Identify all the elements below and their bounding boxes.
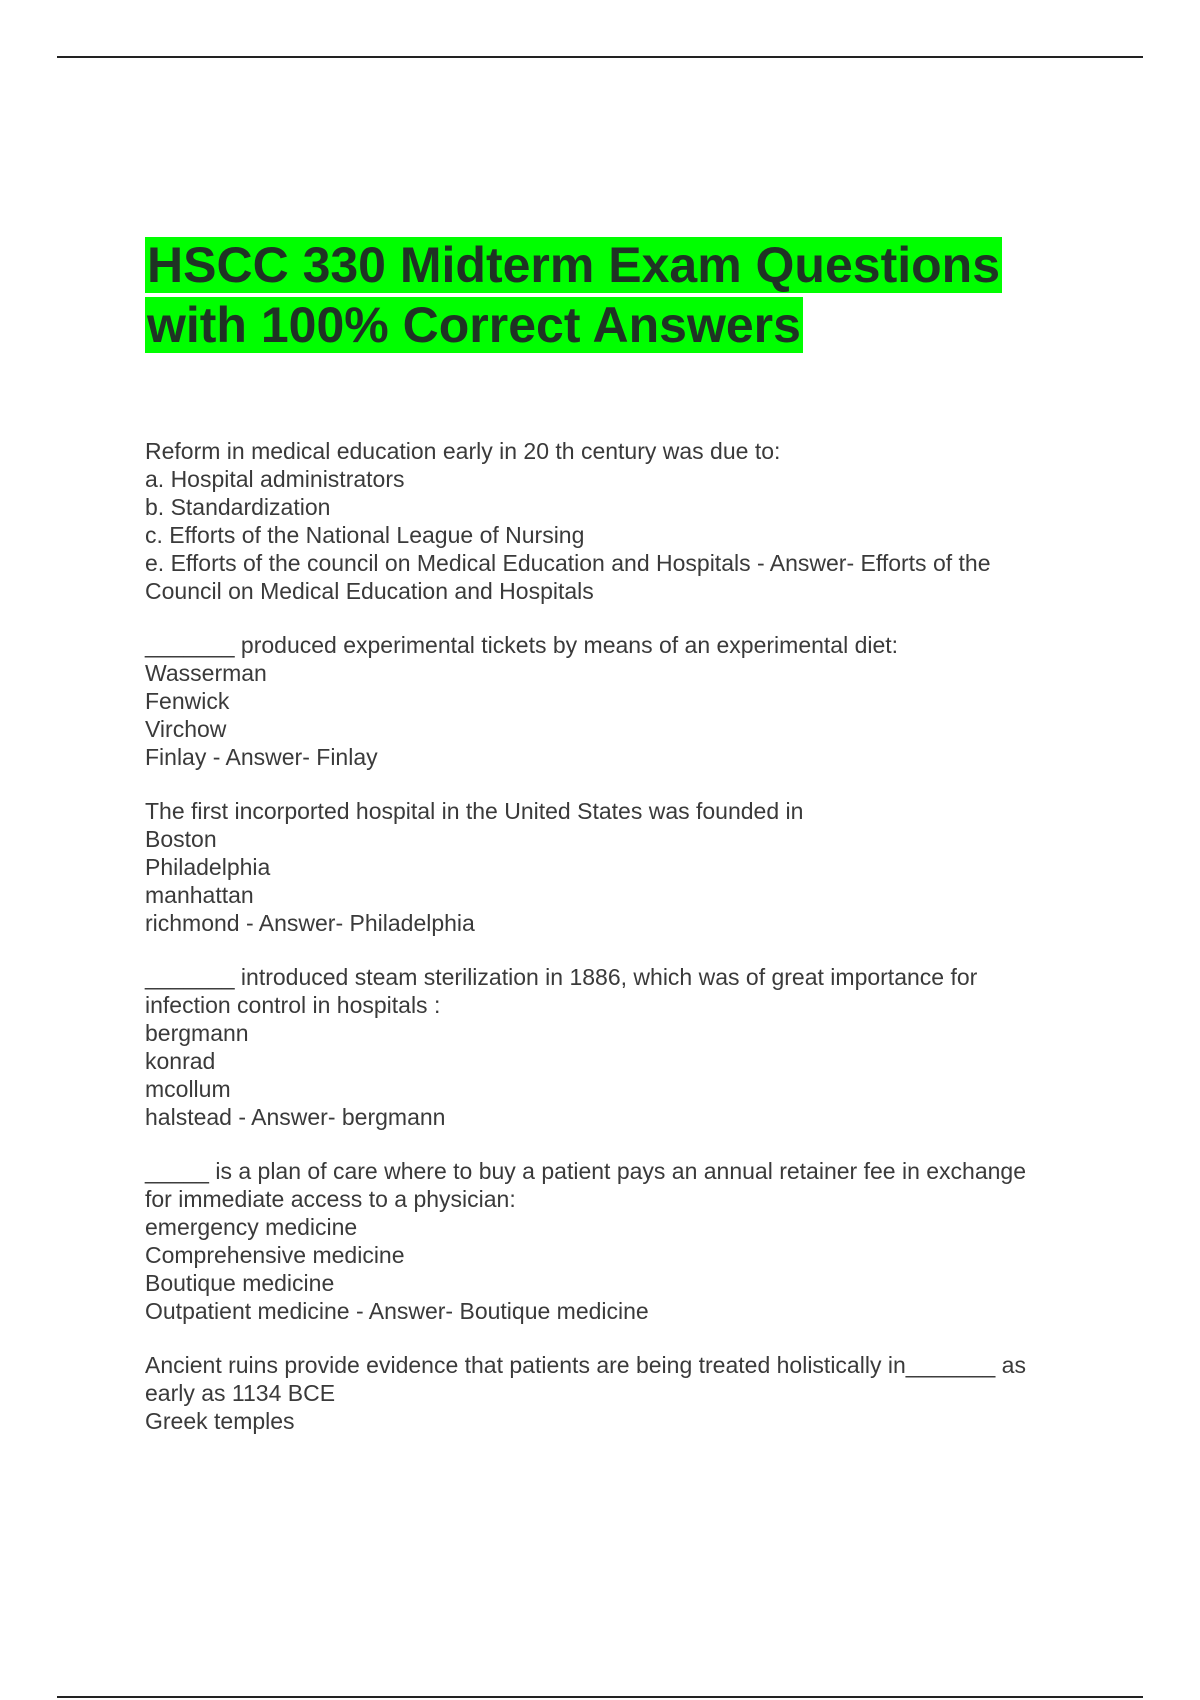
answer-text: Council on Medical Education and Hospitals <box>145 578 594 604</box>
question-text: infection control in hospitals : <box>145 992 441 1018</box>
question-text: for immediate access to a physician: <box>145 1186 516 1212</box>
answer-option: richmond - Answer- Philadelphia <box>145 910 475 936</box>
answer-option: Outpatient medicine - Answer- Boutique medicine <box>145 1298 649 1324</box>
answer-option: c. Efforts of the National League of Nursing <box>145 522 585 548</box>
question-text: Ancient ruins provide evidence that patients are being treated holistically in_______ as <box>145 1352 1026 1378</box>
answer-option: Wasserman <box>145 660 267 686</box>
answer-option: konrad <box>145 1048 216 1074</box>
answer-option: Boston <box>145 826 217 852</box>
question-block <box>145 1157 1085 1325</box>
answer-option: b. Standardization <box>145 494 331 520</box>
question-block <box>145 1351 1085 1435</box>
answer-option: Finlay - Answer- Finlay <box>145 744 378 770</box>
answer-option: Fenwick <box>145 688 230 714</box>
question-block <box>145 631 1085 771</box>
question-text: _______ produced experimental tickets by means of an experimental diet: <box>145 632 899 658</box>
answer-option: Comprehensive medicine <box>145 1242 405 1268</box>
question-text: Reform in medical education early in 20 th century was due to: <box>145 438 781 464</box>
question-list <box>145 437 1085 1435</box>
answer-option: Boutique medicine <box>145 1270 335 1296</box>
question-text: early as 1134 BCE <box>145 1380 336 1406</box>
question-block <box>145 797 1085 937</box>
question-block <box>145 437 1085 605</box>
title-line-2: with 100% Correct Answers <box>147 297 801 353</box>
document-page <box>145 235 1085 1461</box>
answer-option: mcollum <box>145 1076 231 1102</box>
answer-option: Virchow <box>145 716 227 742</box>
question-text: _____ is a plan of care where to buy a patient pays an annual retainer fee in exchange <box>145 1158 1026 1184</box>
answer-option: Greek temples <box>145 1408 295 1434</box>
title-line-1: HSCC 330 Midterm Exam Questions <box>147 237 1001 293</box>
answer-option: bergmann <box>145 1020 249 1046</box>
answer-option: e. Efforts of the council on Medical Education and Hospitals - Answer- Efforts of the <box>145 550 991 576</box>
document-title <box>145 235 1085 355</box>
header-rule <box>57 56 1143 58</box>
question-text: _______ introduced steam sterilization in 1886, which was of great importance for <box>145 964 978 990</box>
answer-option: Philadelphia <box>145 854 271 880</box>
question-text: The first incorported hospital in the United States was founded in <box>145 798 804 824</box>
answer-option: emergency medicine <box>145 1214 358 1240</box>
answer-option: a. Hospital administrators <box>145 466 405 492</box>
footer-rule <box>57 1696 1143 1698</box>
answer-option: manhattan <box>145 882 254 908</box>
question-block <box>145 963 1085 1131</box>
answer-option: halstead - Answer- bergmann <box>145 1104 446 1130</box>
